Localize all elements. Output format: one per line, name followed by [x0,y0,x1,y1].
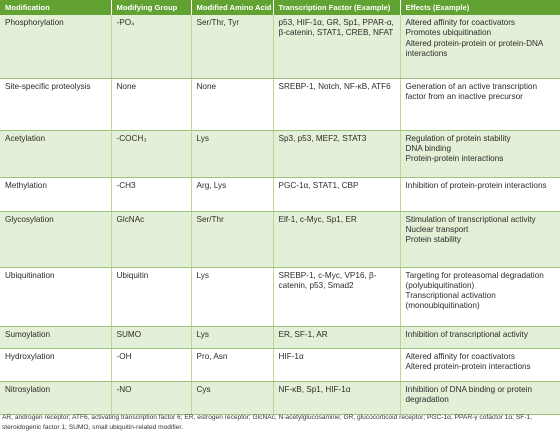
modification-cell: Nitrosylation [0,381,111,414]
effects-cell [400,326,560,348]
table-row [0,348,560,381]
modification-cell: Phosphorylation [0,15,111,78]
modifying-group-cell: Ubiquitin [111,267,191,326]
table-row [0,381,560,414]
footnote: AR, androgen receptor; ATF6, activating transcription factor 6; ER, estrogen receptor; GlcNAc, N-acetylglucosamine; GR, glucocorticoid receptor; PGC-1α, PPAR-γ cofactor 1α; SF-1, steroidogenic factor 1; SUMO, small ubiquitin-related modifier. [2,414,532,431]
modifying-group-cell: None [111,78,191,130]
effect-line: Transcriptional activation (monoubiquitination) [405,291,496,311]
transcription-factor-cell: p53, HIF-1α, GR, Sp1, PPAR-α, β-catenin, STAT1, CREB, NFAT [273,15,400,78]
effect-line: DNA binding [405,143,452,153]
effects-cell [400,177,560,211]
effects-cell [400,78,560,130]
effect-line: Nuclear transport [405,224,469,234]
transcription-factor-cell: ER, SF-1, AR [273,326,400,348]
amino-acid-cell: Ser/Thr [191,211,273,267]
modification-cell: Sumoylation [0,326,111,348]
modification-cell: Ubiquitination [0,267,111,326]
effects-cell [400,381,560,414]
amino-acid-cell: Arg, Lys [191,177,273,211]
transcription-factor-cell: SREBP-1, c-Myc, VP16, β-catenin, p53, Smad2 [273,267,400,326]
modification-cell: Hydroxylation [0,348,111,381]
header-modification: Modification [0,0,111,15]
transcription-factor-cell: NF-κB, Sp1, HIF-1α [273,381,400,414]
amino-acid-cell: None [191,78,273,130]
effect-line: Promotes ubiquitination [405,28,492,38]
effect-line: Altered affinity for coactivators [405,351,516,361]
modifying-group-cell: SUMO [111,326,191,348]
header-modified-amino-acid: Modified Amino Acid [191,0,273,15]
transcription-factor-cell: HIF-1α [273,348,400,381]
modification-cell: Site-specific proteolysis [0,78,111,130]
modification-cell: Glycosylation [0,211,111,267]
modifying-group-cell: -COCH₃ [111,130,191,177]
amino-acid-cell: Ser/Thr, Tyr [191,15,273,78]
table-row [0,326,560,348]
modifying-group-cell: -PO₄ [111,15,191,78]
table-row [0,15,560,78]
effects-cell [400,348,560,381]
amino-acid-cell: Lys [191,130,273,177]
transcription-factor-cell: PGC-1α, STAT1, CBP [273,177,400,211]
effects-cell [400,15,560,78]
modification-cell: Acetylation [0,130,111,177]
table-row [0,130,560,177]
effect-line: Generation of an active transcription factor from an inactive precursor [405,81,538,101]
effect-line: Protein stability [405,235,462,245]
effect-line: Altered protein-protein or protein-DNA interactions [405,38,543,58]
modification-cell: Methylation [0,177,111,211]
table-row [0,267,560,326]
amino-acid-cell: Lys [191,326,273,348]
modifying-group-cell: -CH3 [111,177,191,211]
table-row [0,78,560,130]
transcription-factor-cell: Sp3, p53, MEF2, STAT3 [273,130,400,177]
table-row [0,177,560,211]
effect-line: Stimulation of transcriptional activity [405,214,536,224]
effect-line: Altered affinity for coactivators [405,18,516,27]
modifying-group-cell: -OH [111,348,191,381]
effect-line: Altered protein-protein interactions [405,361,531,371]
header-transcription-factor: Transcription Factor (Example) [273,0,400,15]
modifying-group-cell: -NO [111,381,191,414]
header-effects: Effects (Example) [400,0,560,15]
transcription-factor-cell: Elf-1, c-Myc, Sp1, ER [273,211,400,267]
table-row [0,211,560,267]
effect-line: Regulation of protein stability [405,133,511,143]
table-header-row [0,0,560,15]
effect-line: Targeting for proteasomal degradation (polyubiquitination) [405,270,544,290]
effect-line: Protein-protein interactions [405,154,504,164]
effect-line: Inhibition of DNA binding or protein degradation [405,384,533,404]
effect-line: Inhibition of transcriptional activity [405,329,528,339]
header-modifying-group: Modifying Group [111,0,191,15]
effects-cell [400,130,560,177]
transcription-factor-cell: SREBP-1, Notch, NF-κB, ATF6 [273,78,400,130]
amino-acid-cell: Pro, Asn [191,348,273,381]
amino-acid-cell: Cys [191,381,273,414]
effect-line: Inhibition of protein-protein interactions [405,180,547,190]
effects-cell [400,211,560,267]
modifying-group-cell: GlcNAc [111,211,191,267]
amino-acid-cell: Lys [191,267,273,326]
effects-cell [400,267,560,326]
